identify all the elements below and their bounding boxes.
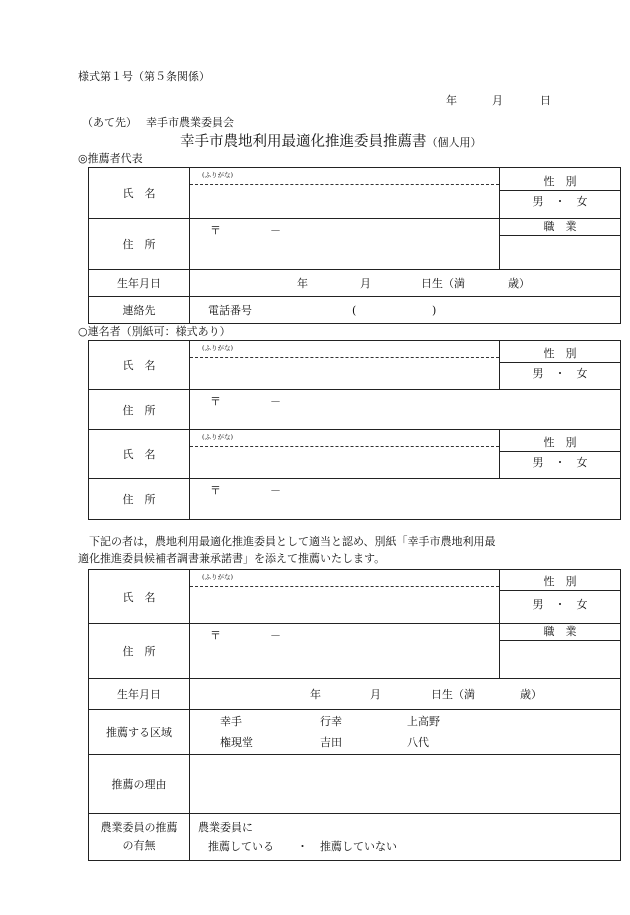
area-option[interactable]: 行幸 — [320, 715, 342, 728]
title-main: 幸手市農地利用最適化推進委員推薦書 — [180, 134, 427, 150]
committee-label-line-2: の有無 — [122, 839, 156, 852]
rep-sex-label: 性 別 — [500, 174, 620, 191]
rep-sex-cell[interactable] — [500, 168, 621, 219]
cosigner2-sex-cell[interactable] — [500, 430, 621, 479]
rep-zip-mark: 〒 — [210, 224, 221, 237]
cosigner1-sex-options[interactable]: 男 ・ 女 — [532, 366, 588, 380]
candidate-job-label: 職 業 — [500, 624, 620, 641]
rep-birth-year: 年 — [297, 277, 308, 290]
cosigner1-furigana: (ふりがな) — [202, 344, 234, 352]
title-suffix: （個人用） — [426, 136, 482, 149]
committee-label-line-1: 農業委員の推薦 — [100, 821, 178, 834]
cosigner-table — [88, 340, 621, 520]
candidate-reason-label: 推薦の理由 — [89, 755, 190, 814]
area-option[interactable]: 吉田 — [320, 736, 342, 749]
candidate-job-cell[interactable] — [500, 624, 621, 679]
candidate-birth-month: 月 — [370, 688, 381, 701]
furigana-divider — [190, 357, 499, 358]
candidate-name-field[interactable] — [190, 570, 500, 624]
candidate-sex-cell[interactable] — [500, 570, 621, 624]
candidate-furigana: (ふりがな) — [202, 573, 234, 581]
addressee: （あて先） 幸手市農業委員会 — [82, 116, 234, 129]
rep-phone-label: 電話番号 — [208, 304, 252, 317]
rep-name-label: 氏 名 — [89, 168, 190, 219]
cosigner1-name-label: 氏 名 — [89, 341, 190, 390]
date-year-label: 年 — [446, 94, 457, 107]
committee-yes-option[interactable]: 推薦している — [208, 840, 274, 853]
area-option[interactable]: 上高野 — [407, 715, 440, 728]
candidate-birth-day: 日生（満 — [431, 688, 475, 701]
candidate-zip-dash: － — [270, 629, 281, 642]
candidate-reason-field[interactable] — [190, 755, 621, 814]
candidate-sex-label: 性 別 — [500, 574, 620, 591]
candidate-birth-field[interactable] — [190, 679, 621, 710]
cosigner1-sex-label: 性 別 — [500, 346, 620, 363]
committee-recommendation-label — [89, 814, 190, 861]
candidate-name-label: 氏 名 — [89, 570, 190, 624]
committee-separator: ・ — [297, 840, 308, 853]
area-option[interactable]: 八代 — [407, 736, 429, 749]
statement-line-2: 適化推進委員候補者調書兼承諾書」を添えて推薦いたします。 — [78, 552, 386, 565]
rep-address-field[interactable] — [190, 219, 500, 270]
candidate-address-label: 住 所 — [89, 624, 190, 679]
cosigner1-sex-cell[interactable] — [500, 341, 621, 390]
cosigner2-name-label: 氏 名 — [89, 430, 190, 479]
furigana-divider — [190, 586, 499, 587]
statement-line-1: 下記の者は，農地利用最適化推進委員として適当と認め、別紙「幸手市農地利用最 — [89, 535, 496, 548]
candidate-table — [88, 569, 621, 861]
rep-birth-day: 日生（満 — [421, 277, 465, 290]
candidate-birth-label: 生年月日 — [89, 679, 190, 710]
area-option[interactable]: 幸手 — [220, 715, 242, 728]
furigana-divider — [190, 184, 499, 185]
form-number: 様式第１号（第５条関係） — [78, 70, 210, 83]
cosigner-heading: ○連名者（別紙可：様式あり） — [78, 325, 231, 338]
rep-birth-field[interactable] — [190, 270, 621, 297]
rep-heading: ◎推薦者代表 — [78, 152, 143, 165]
cosigner2-sex-options[interactable]: 男 ・ 女 — [532, 455, 588, 469]
document-title — [180, 135, 482, 150]
rep-phone-open: ( — [352, 304, 357, 317]
rep-sex-options[interactable]: 男 ・ 女 — [532, 194, 588, 208]
rep-contact-label: 連絡先 — [89, 297, 190, 324]
candidate-zip-mark: 〒 — [210, 629, 221, 642]
cosigner2-furigana: (ふりがな) — [202, 433, 234, 441]
candidate-sex-options[interactable]: 男 ・ 女 — [532, 598, 588, 611]
committee-no-option[interactable]: 推薦していない — [320, 840, 397, 853]
rep-birth-label: 生年月日 — [89, 270, 190, 297]
rep-phone-close: ) — [432, 304, 437, 317]
furigana-divider — [190, 446, 499, 447]
cosigner1-zip-mark: 〒 — [210, 395, 221, 408]
rep-contact-field[interactable] — [190, 297, 621, 324]
cosigner1-zip-dash: － — [270, 395, 281, 408]
committee-recommendation-field[interactable] — [190, 814, 621, 861]
rep-birth-age: 歳） — [508, 277, 530, 290]
rep-address-label: 住 所 — [89, 219, 190, 270]
rep-zip-dash: － — [270, 224, 281, 237]
rep-birth-month: 月 — [360, 277, 371, 290]
rep-job-cell[interactable] — [500, 219, 621, 270]
cosigner1-name-field[interactable] — [190, 341, 500, 390]
cosigner1-address-field[interactable] — [190, 390, 621, 430]
candidate-birth-year: 年 — [310, 688, 321, 701]
rep-furigana-label: (ふりがな) — [202, 171, 234, 179]
candidate-birth-age: 歳） — [520, 688, 542, 701]
candidate-area-label: 推薦する区域 — [89, 710, 190, 755]
cosigner2-sex-label: 性 別 — [500, 435, 620, 452]
date-month-label: 月 — [492, 94, 503, 107]
cosigner2-address-label: 住 所 — [89, 479, 190, 520]
cosigner2-address-field[interactable] — [190, 479, 621, 520]
committee-text: 農業委員に — [198, 821, 253, 834]
candidate-area-field[interactable] — [190, 710, 621, 755]
cosigner2-zip-mark: 〒 — [210, 484, 221, 497]
cosigner2-name-field[interactable] — [190, 430, 500, 479]
rep-name-field[interactable] — [190, 168, 500, 219]
rep-table — [88, 167, 621, 324]
cosigner2-zip-dash: － — [270, 484, 281, 497]
date-day-label: 日 — [540, 94, 551, 107]
cosigner1-address-label: 住 所 — [89, 390, 190, 430]
rep-job-label: 職 業 — [500, 219, 620, 236]
area-option[interactable]: 権現堂 — [220, 736, 253, 749]
candidate-address-field[interactable] — [190, 624, 500, 679]
